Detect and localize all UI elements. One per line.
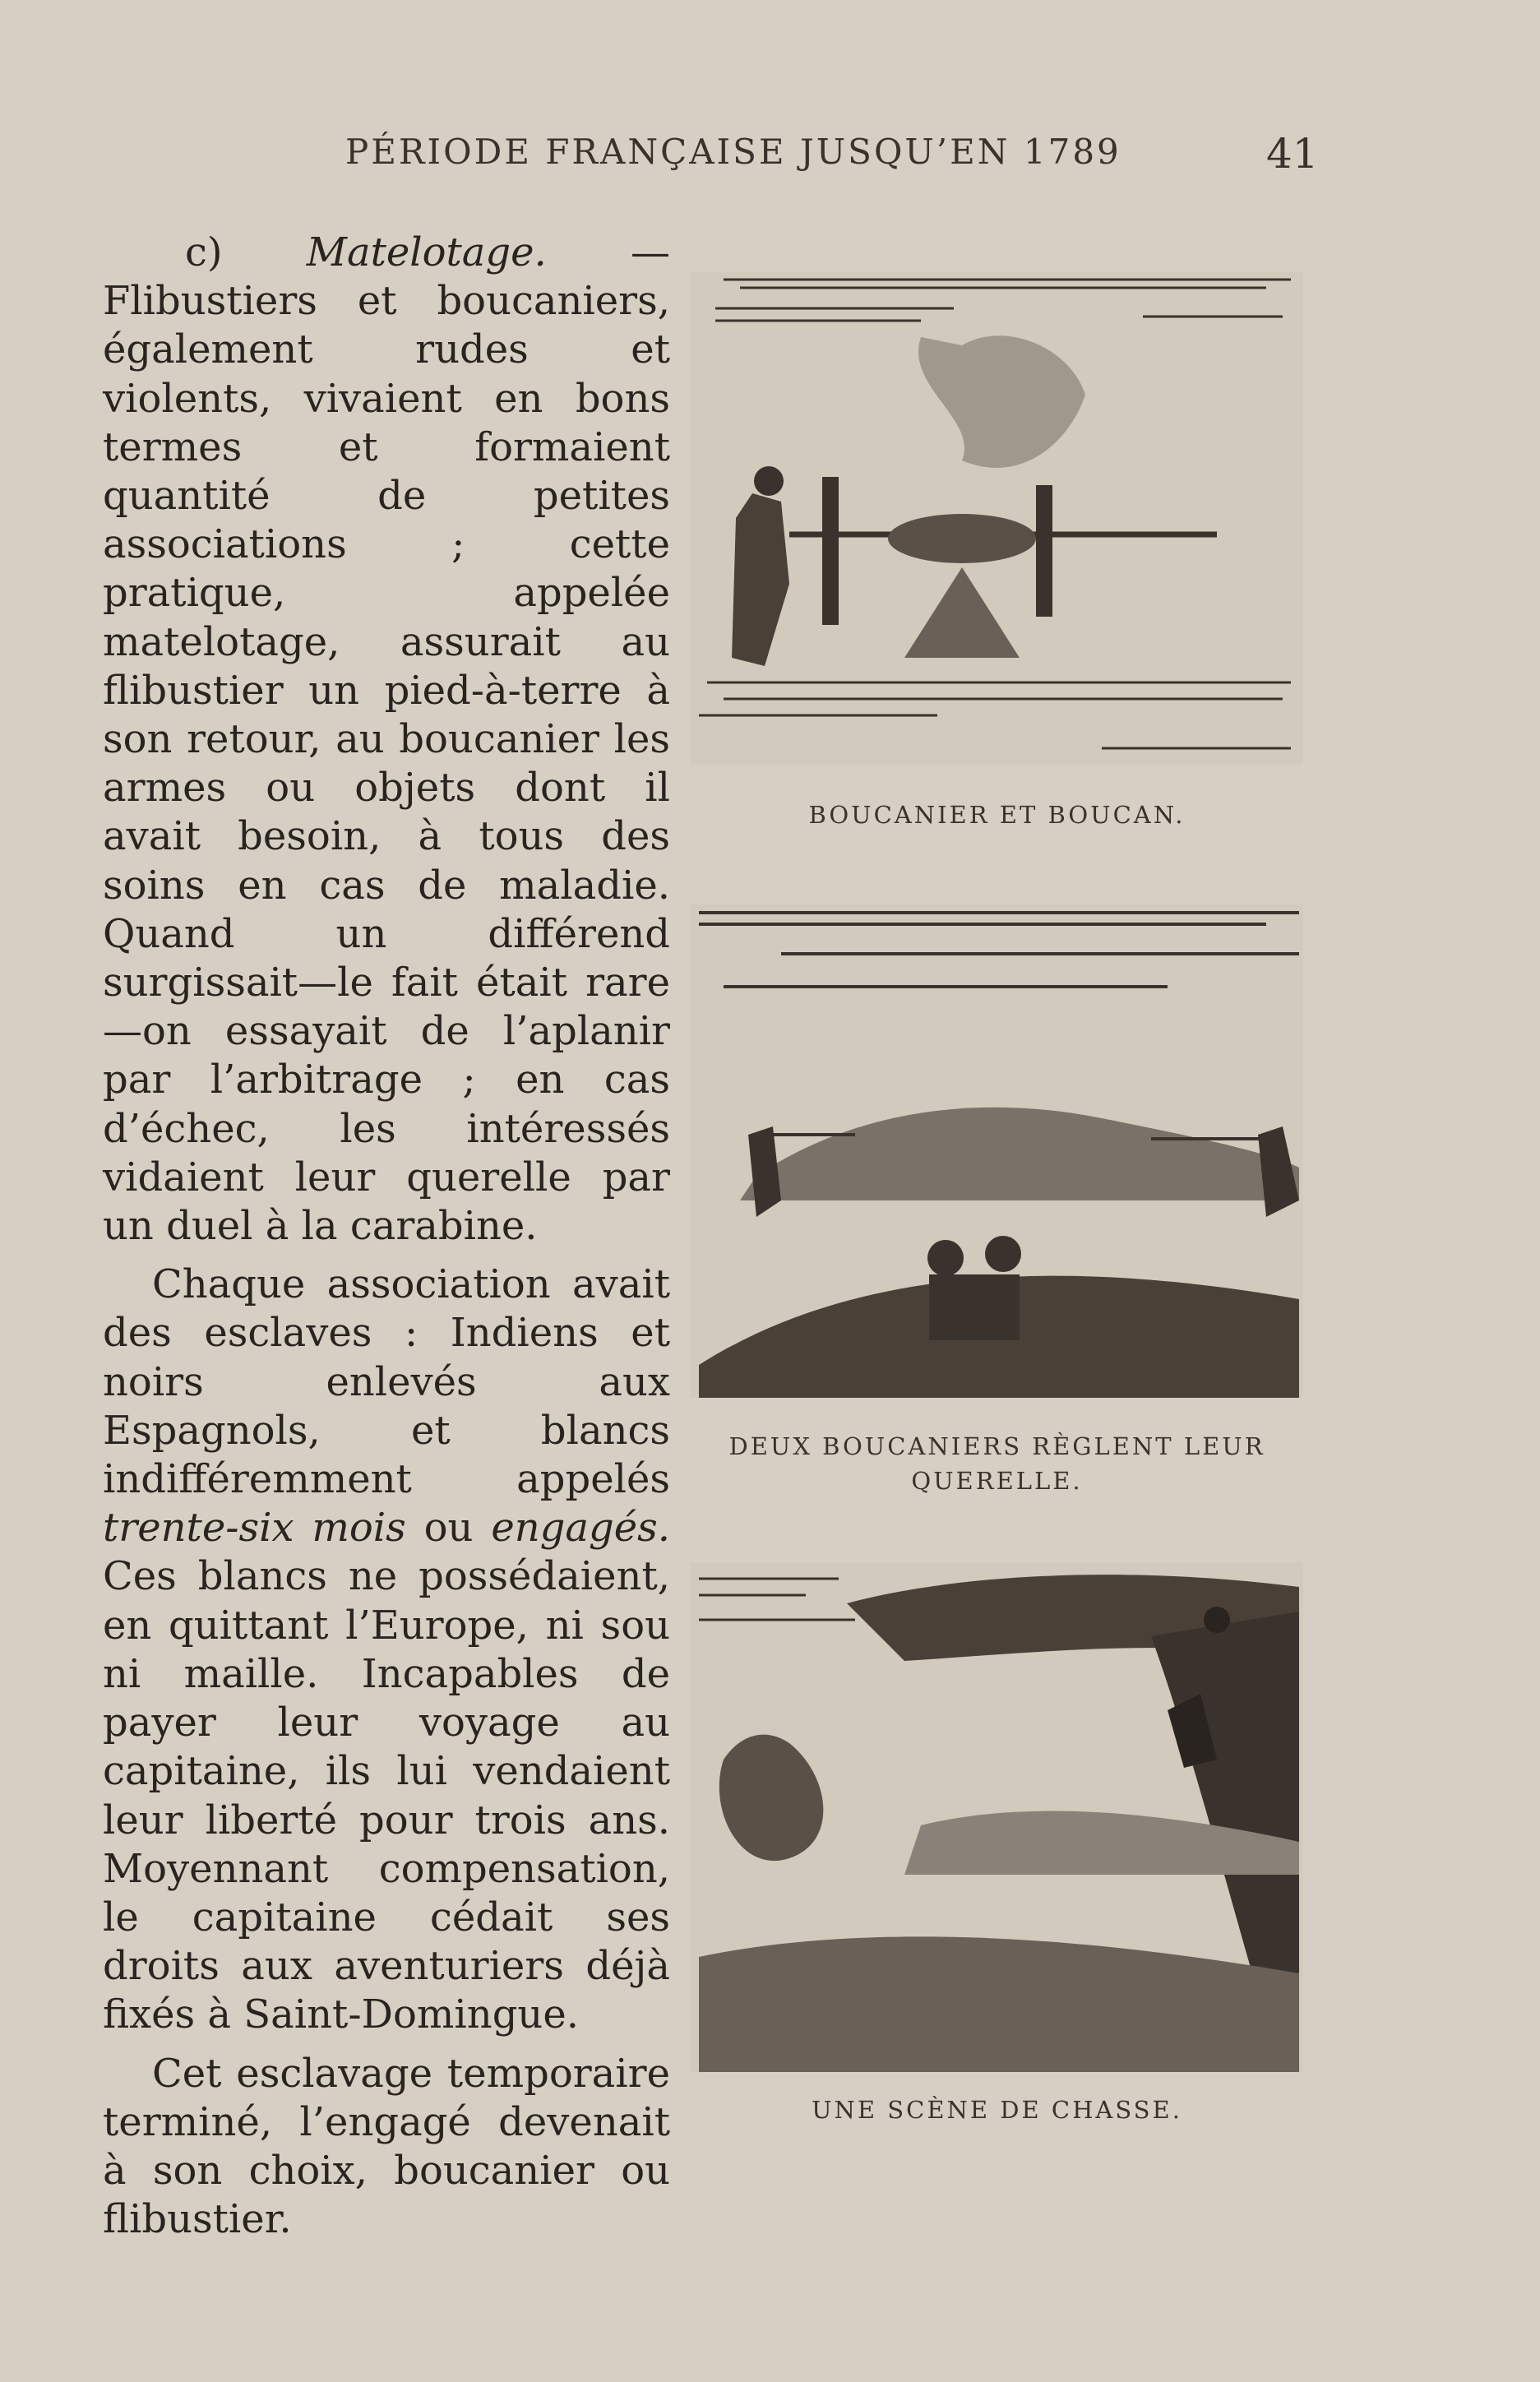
page-number: 41 [1266, 130, 1319, 178]
paragraph-esclaves [103, 1260, 670, 2039]
section-term: Matelotage. [306, 229, 547, 275]
body-text [103, 229, 670, 2244]
engraving-chasse [691, 1562, 1303, 2072]
illustration-chasse [691, 1562, 1303, 2072]
engraving-boucan [691, 271, 1303, 765]
paragraph-text: — Flibustiers et boucaniers, également rudes et violents, vivaient en bons termes et formaient quantité de petites associations ; cette pratique, appelée matelotage, assurait au flibustier un pied-à-terre à son retour, au boucanier les armes ou objets dont il avait besoin, à tous des soins en cas de maladie. Quand un différend surgissait—le fait était rare—on essayait de l’aplanir par l’arbitrage ; en cas d’échec, les intéressés vidaient leur querelle par un duel à la carabine. [103, 229, 670, 1250]
italic-term: trente-six mois [103, 1505, 406, 1552]
paragraph-text: Ces blancs ne possédaient, en quittant l’Europe, ni sou ni maille. Incapables de payer leur voyage au capitaine, ils lui vendaient leur liberté pour trois ans. Moyennant compensation, le capitaine cédait ses droits aux aventuriers déjà fixés à Saint-Domingue. [103, 1553, 670, 2038]
italic-term: engagés. [491, 1505, 670, 1552]
caption-boucanier: BOUCANIER ET BOUCAN. [808, 801, 1186, 829]
paragraph-text: Chaque association avait des esclaves : Indiens et noirs enlevés aux Espagnols, et blancs indifféremment appelés [103, 1261, 670, 1503]
caption-duel: DEUX BOUCANIERS RÈGLENT LEUR QUERELLE. [728, 1432, 1265, 1495]
running-header: PÉRIODE FRANÇAISE JUSQU’EN 1789 [345, 132, 1121, 172]
illustration-duel [691, 904, 1303, 1398]
paragraph-engage: Cet esclavage temporaire terminé, l’engagé devenait à son choix, boucanier ou flibustier. [103, 2050, 670, 2243]
paragraph-matelotage [103, 229, 670, 1251]
caption-chasse: UNE SCÈNE DE CHASSE. [812, 2096, 1182, 2124]
engraving-duel [691, 904, 1303, 1398]
illustration-boucanier [691, 271, 1303, 765]
paragraph-text: ou [405, 1505, 492, 1552]
section-label: c) [185, 229, 307, 275]
